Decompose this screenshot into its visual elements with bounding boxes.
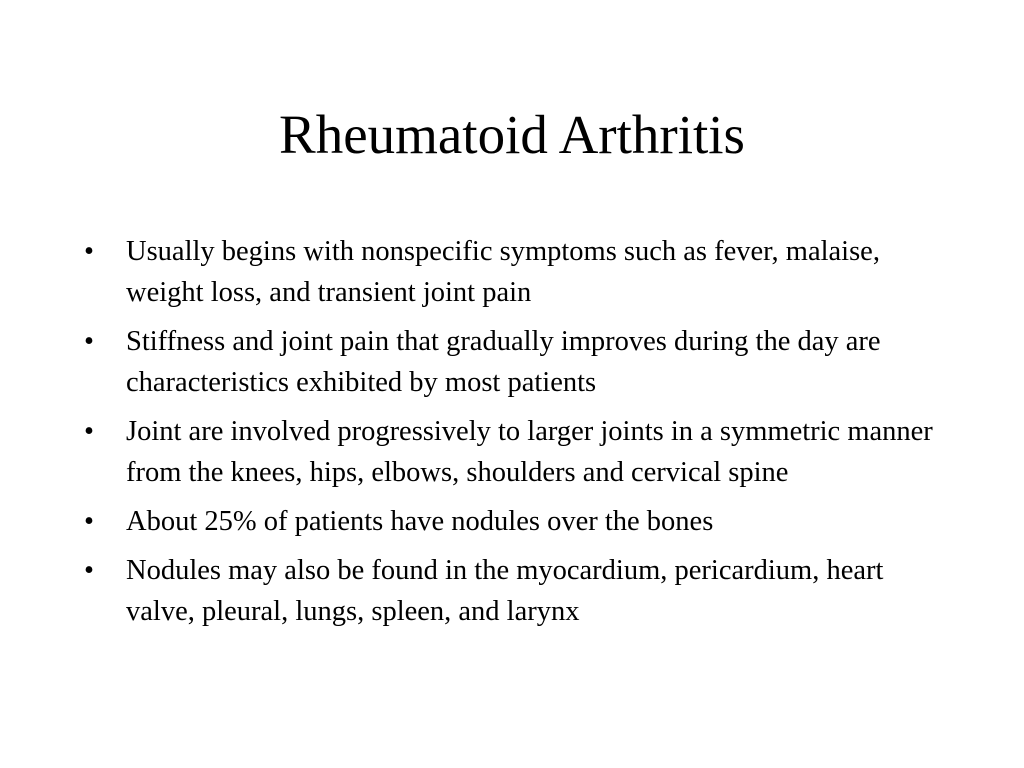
bullet-icon: •	[84, 236, 94, 267]
bullet-text: About 25% of patients have nodules over the bones	[126, 506, 714, 537]
bullet-icon: •	[84, 416, 94, 447]
bullet-item	[84, 550, 954, 632]
bullet-icon: •	[84, 326, 94, 357]
bullet-text: Nodules may also be found in the myocardium, pericardium, heart valve, pleural, lungs, spleen, and larynx	[126, 555, 884, 627]
bullet-list	[84, 231, 954, 640]
bullet-item	[84, 321, 954, 403]
slide-title: Rheumatoid Arthritis	[279, 104, 745, 165]
bullet-text: Joint are involved progressively to larger joints in a symmetric manner from the knees, hips, elbows, shoulders and cervical spine	[126, 416, 933, 488]
bullet-item	[84, 231, 954, 313]
bullet-icon: •	[84, 555, 94, 586]
bullet-item	[84, 411, 954, 493]
bullet-item	[84, 501, 954, 542]
bullet-text: Stiffness and joint pain that gradually improves during the day are characteristics exhibited by most patients	[126, 326, 881, 398]
bullet-text: Usually begins with nonspecific symptoms such as fever, malaise, weight loss, and transient joint pain	[126, 236, 880, 308]
bullet-icon: •	[84, 506, 94, 537]
